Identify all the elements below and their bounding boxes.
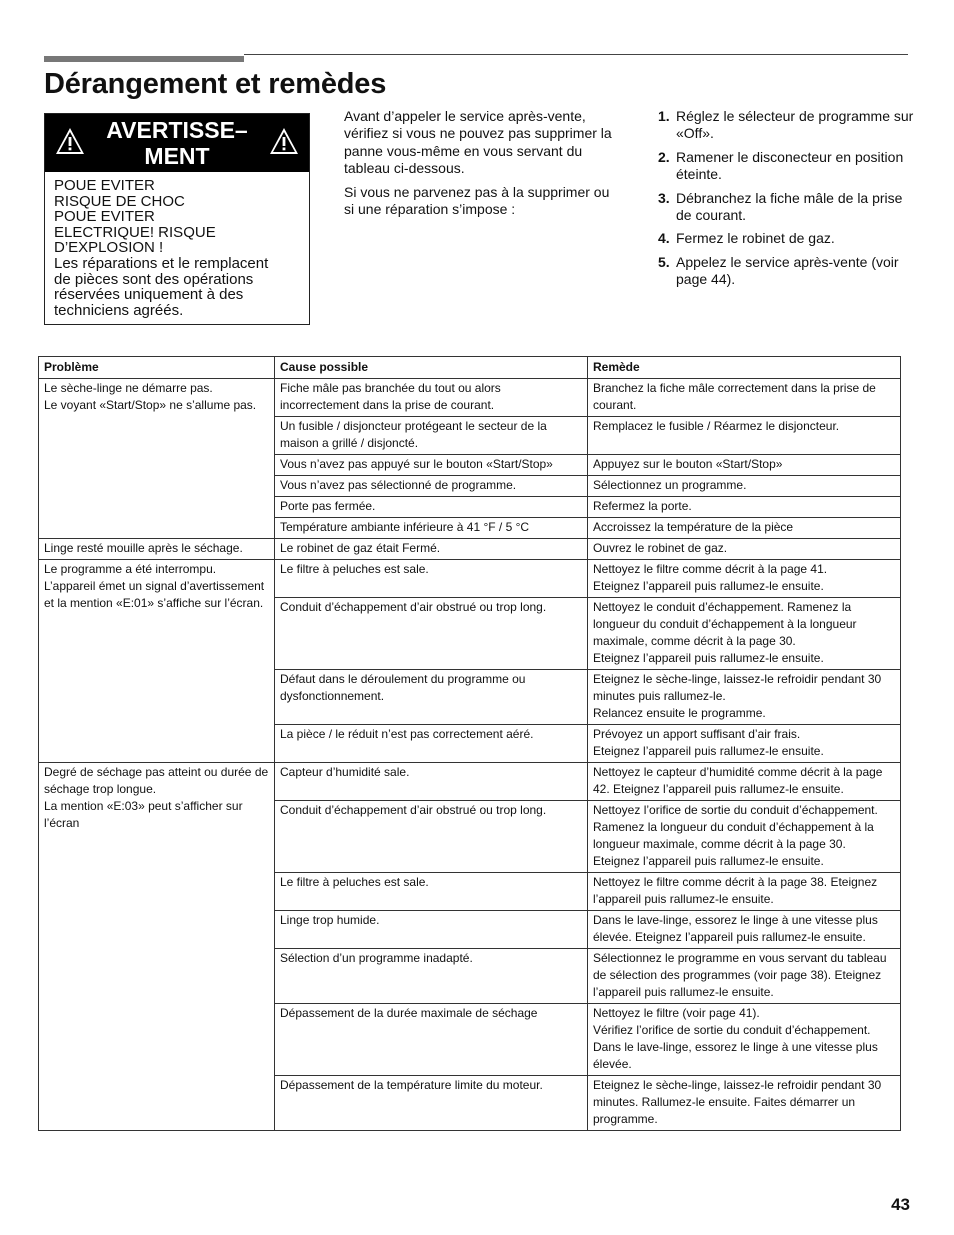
remedy-text: Eteignez l’appareil puis rallumez-le ensuite. (593, 651, 824, 665)
remedy-text: Eteignez l’appareil puis rallumez-le ensuite. (593, 579, 824, 593)
remedy-text: Nettoyez le capteur d’humidité comme décrit à la page 42. Eteignez l’appareil puis rallumez-le ensuite. (593, 765, 883, 796)
warning-line: ELECTRIQUE! RISQUE (54, 223, 216, 241)
problem-text: Degré de séchage pas atteint ou durée de séchage trop longue. (44, 765, 269, 796)
intro-text (344, 108, 614, 224)
step-item (656, 190, 916, 225)
cause-cell: Linge trop humide. (275, 911, 588, 949)
troubleshooting-table (38, 356, 901, 1131)
step-number: 5. (658, 253, 670, 270)
step-number: 2. (658, 148, 670, 165)
remedy-text: Nettoyez le filtre comme décrit à la page 41. (593, 562, 828, 576)
remedy-text: Refermez la porte. (593, 499, 692, 513)
cause-cell: Vous n’avez pas appuyé sur le bouton «Start/Stop» (275, 455, 588, 476)
warning-triangle-icon (269, 126, 299, 156)
remedy-text: Sélectionnez le programme en vous servant du tableau de sélection des programmes (voir page 38). Eteignez l’appareil puis rallumez-le ensuite. (593, 951, 887, 999)
remedy-text: Nettoyez le filtre (voir page 41). (593, 1006, 760, 1020)
remedy-cell (588, 379, 901, 417)
cause-cell: Fiche mâle pas branchée du tout ou alors incorrectement dans la prise de courant. (275, 379, 588, 417)
step-text: Débranchez la fiche mâle de la prise de courant. (676, 189, 903, 224)
remedy-cell (588, 455, 901, 476)
warning-box (44, 113, 310, 325)
problem-text: La mention «E:03» peut s’afficher sur l’écran (44, 799, 243, 830)
column-header-remedy: Remède (588, 357, 901, 379)
intro-paragraph: Si vous ne parvenez pas à la supprimer ou si une réparation s’impose : (344, 183, 610, 218)
problem-text: Linge resté mouille après le séchage. (44, 541, 243, 555)
problem-text: Le voyant «Start/Stop» ne s’allume pas. (44, 398, 257, 412)
step-text: Appelez le service après-vente (voir page 44). (676, 253, 899, 288)
cause-cell: Température ambiante inférieure à 41 °F / 5 °C (275, 518, 588, 539)
table-row (39, 763, 901, 801)
table-row (39, 560, 901, 598)
cause-cell: Défaut dans le déroulement du programme ou dysfonctionnement. (275, 670, 588, 725)
remedy-cell (588, 1076, 901, 1131)
cause-cell: Le filtre à peluches est sale. (275, 873, 588, 911)
remedy-cell (588, 949, 901, 1004)
table-row (39, 379, 901, 417)
remedy-text: Relancez ensuite le programme. (593, 706, 766, 720)
cause-cell: Le filtre à peluches est sale. (275, 560, 588, 598)
warning-line: Les réparations et le remplacent (54, 254, 269, 272)
remedy-text: Prévoyez un apport suffisant d’air frais. (593, 727, 801, 741)
remedy-text: Eteignez le sèche-linge, laissez-le refroidir pendant 30 minutes puis rallumez-le. (593, 672, 882, 703)
remedy-cell (588, 518, 901, 539)
remedy-text: Nettoyez le filtre comme décrit à la page 38. Eteignez l’appareil puis rallumez-le ensuite. (593, 875, 878, 906)
warning-line: techniciens agréés. (54, 301, 184, 319)
step-item (656, 108, 916, 143)
remedy-text: Dans le lave-linge, essorez le linge à une vitesse plus élevée. (593, 1040, 878, 1071)
warning-line: POUE EVITER (54, 208, 155, 226)
cause-cell: Dépassement de la durée maximale de séchage (275, 1004, 588, 1076)
remedy-text: Dans le lave-linge, essorez le linge à une vitesse plus élevée. Eteignez l’appareil puis rallumez-le ensuite. (593, 913, 878, 944)
remedy-text: Branchez la fiche mâle correctement dans la prise de courant. (593, 381, 876, 412)
remedy-text: Sélectionnez un programme. (593, 478, 747, 492)
remedy-text: Nettoyez l’orifice de sortie du conduit d’échappement. Ramenez la longueur du conduit d’échappement à la longueur maximale, comme décrit à la page 30. Eteignez l’appareil puis rallumez-le ensuite. (593, 803, 878, 868)
cause-cell: Porte pas fermée. (275, 497, 588, 518)
header-rule-thin (244, 54, 908, 55)
step-text: Fermez le robinet de gaz. (676, 230, 835, 247)
cause-cell: Un fusible / disjoncteur protégeant le secteur de la maison a grillé / disjoncté. (275, 417, 588, 455)
column-header-cause: Cause possible (275, 357, 588, 379)
intro-paragraph: Avant d’appeler le service après-vente, vérifiez si vous ne pouvez pas supprimer la panne vous-même en vous servant du tableau ci-dessous. (344, 108, 612, 177)
cause-cell: Dépassement de la température limite du moteur. (275, 1076, 588, 1131)
remedy-text: Appuyez sur le bouton «Start/Stop» (593, 457, 783, 471)
step-number: 1. (658, 108, 670, 124)
remedy-cell (588, 763, 901, 801)
remedy-text: Eteignez l’appareil puis rallumez-le ensuite. (593, 744, 824, 758)
remedy-text: Accroissez la température de la pièce (593, 520, 794, 534)
cause-cell: La pièce / le réduit n’est pas correctement aéré. (275, 725, 588, 763)
problem-text: Le sèche-linge ne démarre pas. (44, 381, 213, 395)
remedy-cell (588, 670, 901, 725)
page-number: 43 (891, 1195, 910, 1214)
warning-title: AVERTISSE– MENT (106, 117, 248, 169)
warning-line: de pièces sont des opérations (54, 270, 254, 288)
step-item (656, 254, 916, 289)
warning-line: D’EXPLOSION ! (54, 239, 164, 257)
remedy-text: Vérifiez l’orifice de sortie du conduit d’échappement. (593, 1023, 871, 1037)
remedy-cell (588, 417, 901, 455)
page-title: Dérangement et remèdes (44, 68, 387, 100)
problem-cell (39, 379, 275, 539)
warning-line: POUE EVITER (54, 177, 155, 194)
warning-line: RISQUE DE CHOC (54, 192, 185, 210)
step-number: 3. (658, 189, 670, 206)
cause-cell: Le robinet de gaz était Fermé. (275, 539, 588, 560)
remedy-cell (588, 539, 901, 560)
cause-cell: Sélection d’un programme inadapté. (275, 949, 588, 1004)
problem-text: Le programme a été interrompu. L’appareil émet un signal d’avertissement et la mention «E:01» s’affiche sur l’écran. (44, 562, 265, 610)
warning-header (45, 114, 309, 172)
cause-cell: Conduit d’échappement d’air obstrué ou trop long. (275, 598, 588, 670)
remedy-text: Eteignez le sèche-linge, laissez-le refroidir pendant 30 minutes. Rallumez-le ensuite. Faites démarrer un programme. (593, 1078, 882, 1126)
warning-line: réservées uniquement à des (54, 286, 244, 304)
cause-cell: Conduit d’échappement d’air obstrué ou trop long. (275, 801, 588, 873)
remedy-cell (588, 801, 901, 873)
step-text: Réglez le sélecteur de programme sur «Off». (676, 108, 914, 142)
remedy-cell (588, 911, 901, 949)
remedy-cell (588, 560, 901, 598)
problem-cell (39, 539, 275, 560)
remedy-text: Nettoyez le conduit d’échappement. Ramenez la longueur du conduit d’échappement à la longueur maximale, comme décrit à la page 30. (593, 600, 857, 648)
remedy-text: Remplacez le fusible / Réarmez le disjoncteur. (593, 419, 840, 433)
warning-text (45, 172, 309, 318)
problem-cell (39, 560, 275, 763)
cause-cell: Vous n’avez pas sélectionné de programme. (275, 476, 588, 497)
steps-list (656, 108, 916, 295)
step-item (656, 149, 916, 184)
remedy-cell (588, 497, 901, 518)
column-header-problem: Problème (39, 357, 275, 379)
table-row (39, 539, 901, 560)
problem-cell (39, 763, 275, 1131)
step-item (656, 230, 916, 247)
header-rule-thick (44, 56, 244, 62)
cause-cell: Capteur d’humidité sale. (275, 763, 588, 801)
table-header-row (39, 357, 901, 379)
remedy-cell (588, 476, 901, 497)
remedy-cell (588, 873, 901, 911)
remedy-cell (588, 725, 901, 763)
remedy-cell (588, 598, 901, 670)
step-text: Ramener le disconecteur en position éteinte. (676, 148, 904, 183)
step-number: 4. (658, 230, 670, 247)
remedy-cell (588, 1004, 901, 1076)
remedy-text: Ouvrez le robinet de gaz. (593, 541, 728, 555)
